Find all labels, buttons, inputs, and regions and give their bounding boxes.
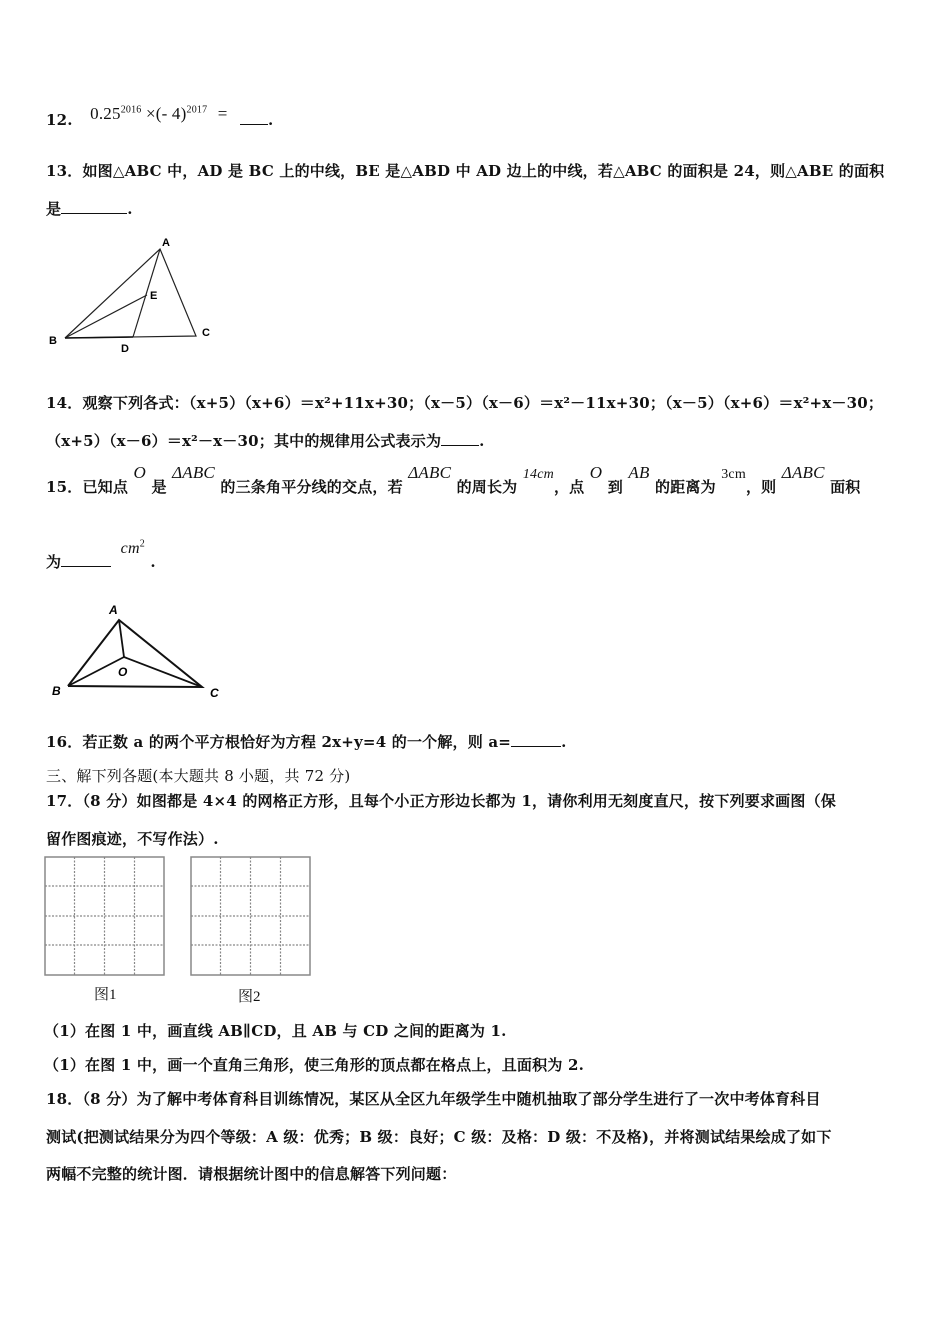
label-b: B xyxy=(49,335,57,347)
question-16: 16．若正数 a 的两个平方根恰好为方程 2x+y=4 的一个解，则 a= . xyxy=(46,733,567,751)
question-number: 12. xyxy=(46,111,73,129)
question-17-sub-2: （1）在图 1 中，画一个直角三角形，使三角形的顶点都在格点上，且面积为 2. xyxy=(44,1056,585,1074)
question-18-line-1: 18．（8 分）为了解中考体育科目训练情况，某区从全区九年级学生中随机抽取了部分学生进行了一次中考体育科目 xyxy=(46,1090,821,1108)
question-13-line-1: 13．如图△ABC 中，AD 是 BC 上的中线，BE 是△ABD 中 AD 边上的中线，若△ABC 的面积是 24，则△ABE 的面积 xyxy=(46,162,885,180)
grid-figure-2 xyxy=(190,856,312,978)
question-14-line-1: 14．观察下列各式：（x+5）（x+6）＝x²+11x+30；（x－5）（x－6）＝x²－11x+30；（x－5）（x+6）＝x²+x－30； xyxy=(46,394,884,412)
question-18-line-2: 测试(把测试结果分为四个等级：A 级：优秀；B 级：良好；C 级：及格：D 级：不及格)，并将测试结果绘成了如下 xyxy=(46,1128,832,1146)
answer-blank[interactable] xyxy=(441,431,479,446)
question-15-line-2: 为 $cm^2$ . xyxy=(46,538,156,571)
label-b: B xyxy=(52,684,61,698)
label-e: E xyxy=(150,290,158,302)
triangle-figure-abo xyxy=(46,598,236,702)
question-13-line-2: 是 . xyxy=(46,200,133,218)
question-17-line-1: 17．（8 分）如图都是 4×4 的网格正方形，且每个小正方形边长都为 1，请你利用无刻度直尺，按下列要求画图（保 xyxy=(46,792,836,810)
question-12: 12. $0.25^{2016}$ ×(- 4)$^{2017}$ = . xyxy=(46,104,274,129)
math-expression: $0.25^{2016}$ ×(- 4)$^{2017}$ = xyxy=(90,104,228,123)
label-c: C xyxy=(202,327,210,339)
question-17-sub-1: （1）在图 1 中，画直线 AB∥CD，且 AB 与 CD 之间的距离为 1. xyxy=(44,1022,507,1040)
question-17-line-2: 留作图痕迹，不写作法）. xyxy=(46,830,219,848)
label-d: D xyxy=(121,343,129,355)
question-15-line-1: 15．已知点 O 是 ΔABC 的三条角平分线的交点，若 ΔABC 的周长为 14cm，点 O 到 AB 的距离为 3cm，则 ΔABC 面积 xyxy=(46,463,861,496)
grid-caption-1: 图1 xyxy=(94,987,117,1003)
grid-caption-2: 图2 xyxy=(238,989,261,1005)
question-18-line-3: 两幅不完整的统计图．请根据统计图中的信息解答下列问题： xyxy=(46,1165,457,1183)
label-a: A xyxy=(109,603,118,617)
grid-figure-1 xyxy=(44,856,166,978)
section-heading: 三、解下列各题(本大题共 8 小题，共 72 分) xyxy=(46,767,351,785)
question-14-line-2: （x+5）（x－6）＝x²－x－30；其中的规律用公式表示为 . xyxy=(46,432,485,450)
answer-blank[interactable] xyxy=(61,552,111,567)
answer-blank[interactable] xyxy=(240,110,268,125)
answer-blank[interactable] xyxy=(511,732,561,747)
label-a: A xyxy=(162,237,170,249)
label-c: C xyxy=(210,686,219,700)
answer-blank[interactable] xyxy=(61,199,127,214)
triangle-figure-abe xyxy=(44,232,224,357)
label-o: O xyxy=(118,665,128,679)
